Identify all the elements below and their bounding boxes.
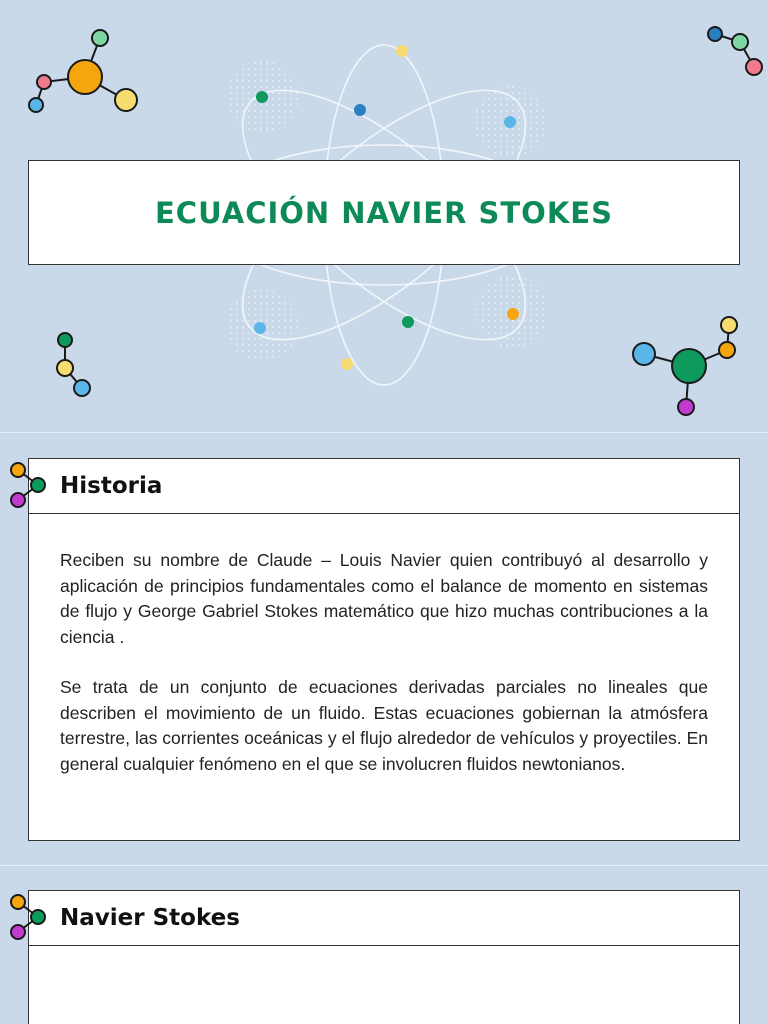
slide-title: ECUACIÓN NAVIER STOKES <box>155 195 613 230</box>
molecule-bullet-icon <box>0 885 60 945</box>
paragraph: Reciben su nombre de Claude – Louis Navier quien contribuyó al desarrollo y aplicación de principios fundamentales como el balance de momento en sistemas de flujo y George Gabriel Stokes matemático que hizo muchas contribuciones a la ciencia . <box>60 550 708 647</box>
heading-box <box>28 890 740 946</box>
content-box <box>28 513 740 841</box>
title-box <box>28 160 740 265</box>
content-box <box>28 945 740 1024</box>
section-heading: Historia <box>60 473 163 499</box>
historia-slide <box>0 433 768 865</box>
section-heading: Navier Stokes <box>60 905 240 931</box>
title-slide <box>0 0 768 432</box>
molecule-bullet-icon <box>0 453 60 513</box>
navier-stokes-slide <box>0 866 768 1024</box>
heading-box <box>28 458 740 514</box>
paragraph: Se trata de un conjunto de ecuaciones derivadas parciales no lineales que describen el movimiento de un fluido. Estas ecuaciones gobiernan la atmósfera terrestre, las corrientes oceánicas y el flujo alrededor de vehículos y proyectiles. En general cualquier fenómeno en el que se involucren fluidos newtonianos. <box>60 677 708 774</box>
